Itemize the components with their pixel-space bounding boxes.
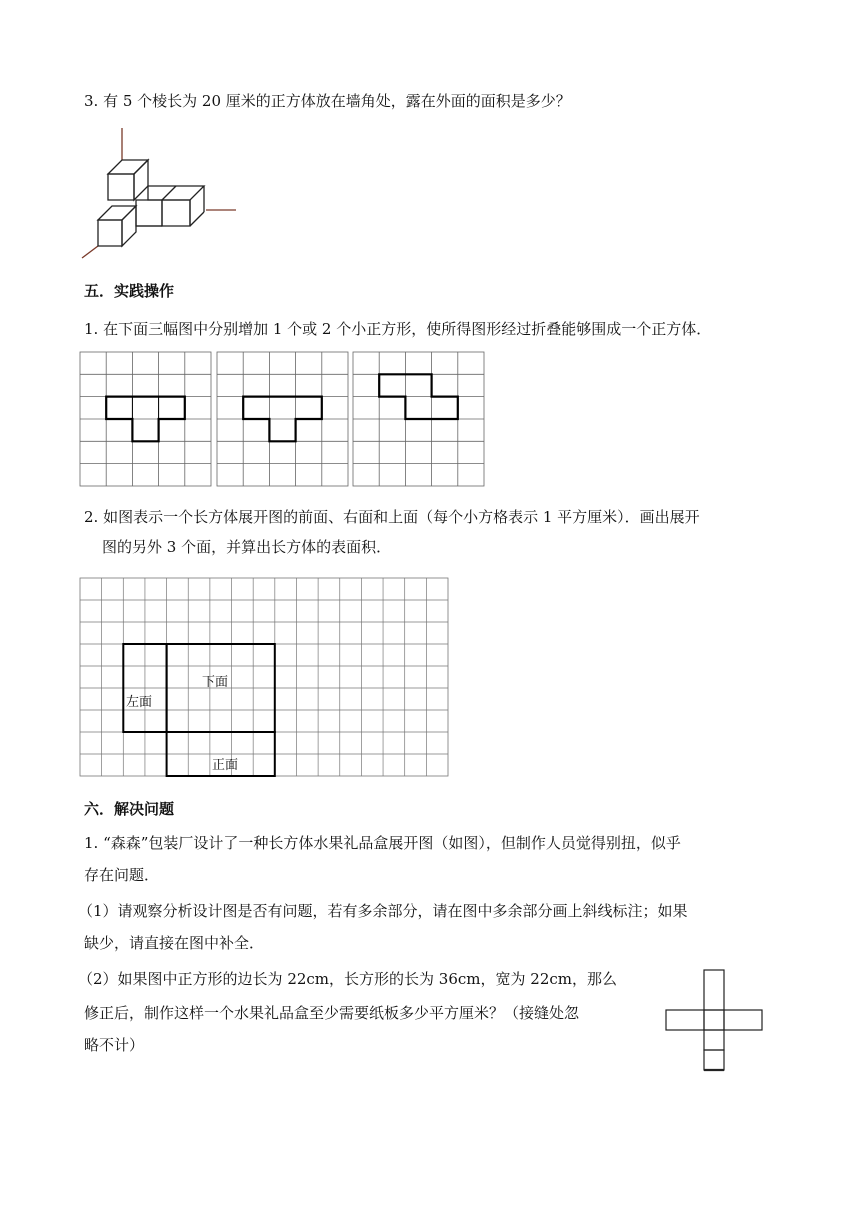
section-6-sub-1-line-2: 缺少，请直接在图中补全．: [84, 934, 265, 952]
grid-1: [80, 352, 211, 486]
section-6-heading: 六．解决问题: [84, 800, 175, 818]
label-bottom-face: 下面: [202, 675, 229, 690]
cuboid-net-grid: [80, 578, 452, 780]
label-front-face: 正面: [212, 758, 239, 773]
section-6-question-1-line-1: 1. “森森”包装厂设计了一种长方体水果礼品盒展开图（如图），但制作人员觉得别扭，似乎: [84, 834, 681, 852]
grid-3: [353, 352, 484, 486]
section-5-question-2-line-2: 图的另外 3 个面，并算出长方体的表面积．: [102, 538, 392, 556]
section-5-heading: 五．实践操作: [84, 282, 175, 300]
section-6-question-1-line-2: 存在问题．: [84, 866, 160, 884]
grid-2: [217, 352, 348, 486]
section-5-question-1: 1. 在下面三幅图中分别增加 1 个或 2 个小正方形，使所得图形经过折叠能够围成一个正方体．: [84, 320, 712, 338]
label-left-face: 左面: [126, 695, 153, 710]
section-6-sub-2-line-2: 修正后，制作这样一个水果礼品盒至少需要纸板多少平方厘米？（接缝处忽: [84, 1004, 580, 1022]
corner-cubes-figure: [80, 128, 250, 263]
section-6-sub-2-line-1: （2）如果图中正方形的边长为 22cm，长方形的长为 36cm，宽为 22cm，那么: [78, 970, 617, 988]
section-5-question-2-line-1: 2. 如图表示一个长方体展开图的前面、右面和上面（每个小方格表示 1 平方厘米）．画出展开: [84, 508, 700, 526]
section-6-sub-2-line-3: 略不计）: [84, 1036, 145, 1054]
gift-box-net-figure: [664, 970, 764, 1074]
net-grids-figure: [80, 352, 486, 488]
section-6-sub-1-line-1: （1）请观察分析设计图是否有问题，若有多余部分，请在图中多余部分画上斜线标注；如果: [78, 902, 688, 920]
question-3-text: 3. 有 5 个棱长为 20 厘米的正方体放在墙角处，露在外面的面积是多少？: [84, 92, 571, 110]
